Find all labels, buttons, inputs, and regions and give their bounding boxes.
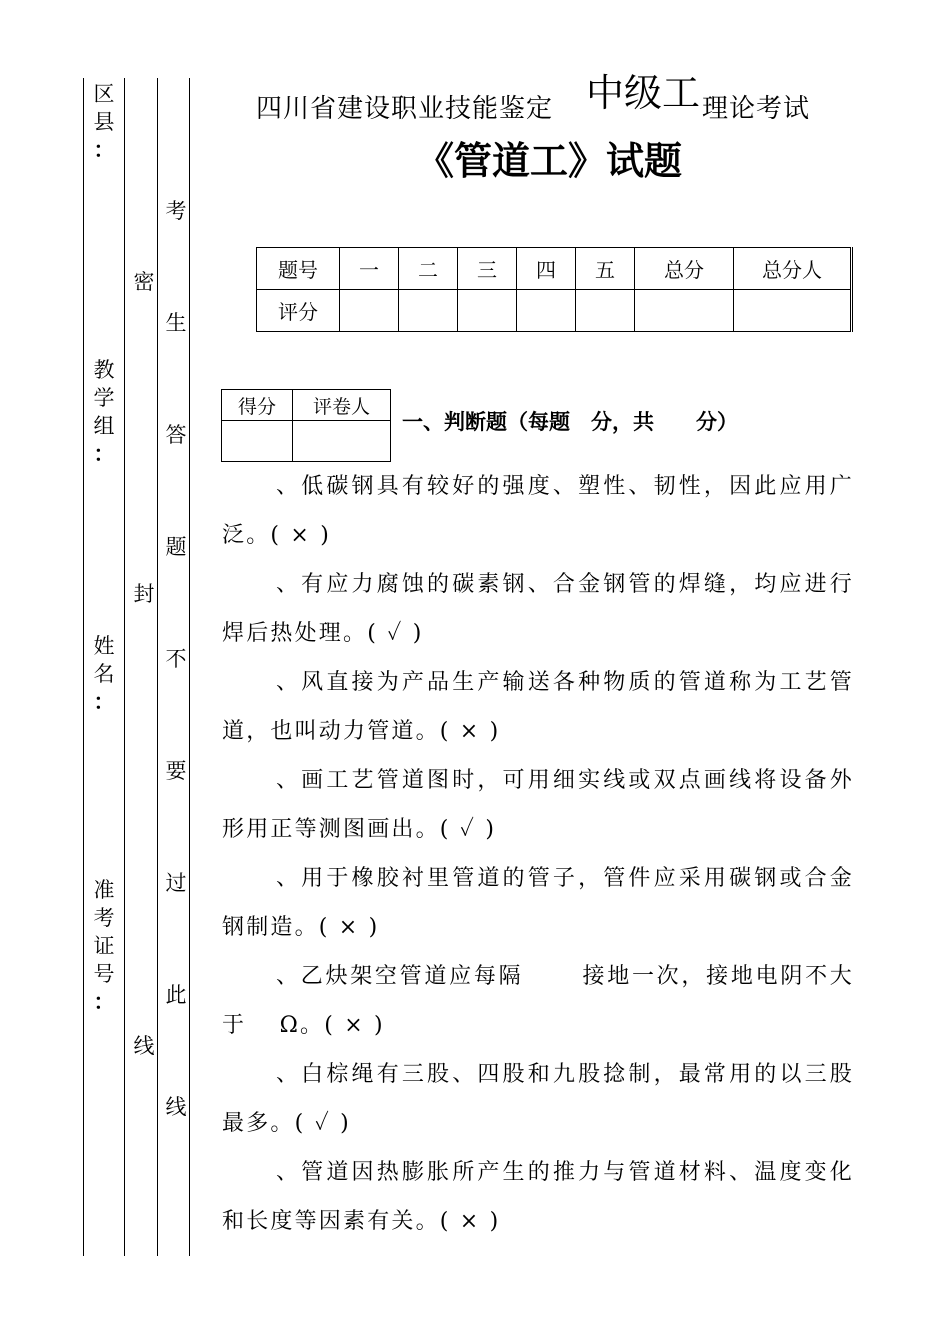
label-char: ：	[93, 137, 115, 162]
label-char: 号	[93, 962, 115, 986]
question-item: 、低碳钢具有较好的强度、塑性、韧性，因此应用广泛。( × )	[222, 474, 854, 548]
header-cell: 一	[340, 248, 399, 290]
grader-entry[interactable]	[293, 421, 391, 462]
score-entry[interactable]	[222, 421, 293, 462]
header-cell: 二	[399, 248, 458, 290]
score-cell[interactable]	[340, 290, 399, 332]
seal-char: 封	[133, 582, 155, 606]
margin-line-1	[83, 78, 84, 1256]
label-char: 学	[93, 386, 115, 410]
warning-char: 生	[165, 311, 187, 335]
score-cell[interactable]	[399, 290, 458, 332]
label-char: 区	[93, 82, 115, 106]
label-char: 证	[93, 934, 115, 958]
score-header-row	[257, 248, 852, 290]
label-char: 考	[93, 906, 115, 930]
warning-char: 要	[165, 759, 187, 783]
score-cell[interactable]	[576, 290, 635, 332]
score-cell[interactable]	[734, 290, 852, 332]
grader-label: 评卷人	[293, 390, 391, 421]
exam-title	[256, 62, 876, 122]
handwritten-level: 中级工	[586, 71, 701, 115]
label-char: 名	[93, 662, 115, 686]
warning-char: 答	[165, 423, 187, 447]
margin-line-2	[124, 78, 125, 1256]
warning-char: 此	[165, 983, 187, 1007]
row-label: 评分	[257, 290, 340, 332]
grader-box	[221, 389, 391, 462]
header-cell: 四	[517, 248, 576, 290]
question-item: 、画工艺管道图时，可用细实线或双点画线将设备外形用正等测图画出。( ✓ )	[222, 768, 854, 842]
warning-char: 线	[165, 1095, 187, 1119]
score-label: 得分	[222, 390, 293, 421]
question-list	[222, 462, 854, 1246]
label-char: ：	[93, 441, 115, 466]
label-char: ：	[93, 689, 115, 714]
question-item: 、乙炔架空管道应每隔 接地一次，接地电阴不大于 Ω。( × )	[222, 964, 854, 1038]
score-cell[interactable]	[458, 290, 517, 332]
question-item: 、用于橡胶衬里管道的管子，管件应采用碳钢或合金钢制造。( × )	[222, 866, 854, 940]
header-cell: 总分人	[734, 248, 852, 290]
warning-char: 题	[165, 535, 187, 559]
warning-char: 过	[165, 871, 187, 895]
header-cell: 五	[576, 248, 635, 290]
seal-line-label	[130, 268, 158, 1060]
exam-subtitle: 《管道工》试题	[416, 139, 683, 183]
score-value-row	[257, 290, 852, 332]
seal-char: 线	[133, 1034, 155, 1058]
label-char: 教	[93, 358, 115, 382]
header-cell: 三	[458, 248, 517, 290]
label-char: 县	[93, 110, 115, 134]
label-char: 准	[93, 878, 115, 902]
title-prefix: 四川省建设职业技能鉴定	[256, 94, 554, 124]
score-cell[interactable]	[635, 290, 734, 332]
score-cell[interactable]	[517, 290, 576, 332]
header-cell: 总分	[635, 248, 734, 290]
question-item: 、管道因热膨胀所产生的推力与管道材料、温度变化和长度等因素有关。( × )	[222, 1160, 854, 1234]
score-table	[256, 247, 853, 332]
section-heading: 一、判断题（每题 分，共 分）	[402, 410, 738, 434]
label-char: 姓	[93, 634, 115, 658]
question-item: 、风直接为产品生产输送各种物质的管道称为工艺管道，也叫动力管道。( × )	[222, 670, 854, 744]
warning-char: 不	[165, 647, 187, 671]
header-cell: 题号	[257, 248, 340, 290]
question-item: 、白棕绳有三股、四股和九股捻制，最常用的以三股最多。( ✓ )	[222, 1062, 854, 1136]
warning-char: 考	[165, 199, 187, 223]
no-answer-warning	[162, 197, 190, 1121]
label-char: ：	[93, 989, 115, 1014]
question-item: 、有应力腐蚀的碳素钢、合金钢管的焊缝，均应进行焊后热处理。( ✓ )	[222, 572, 854, 646]
candidate-info-labels	[89, 80, 119, 1016]
label-char: 组	[93, 414, 115, 438]
seal-char: 密	[133, 270, 155, 294]
title-suffix: 理论考试	[702, 94, 811, 124]
